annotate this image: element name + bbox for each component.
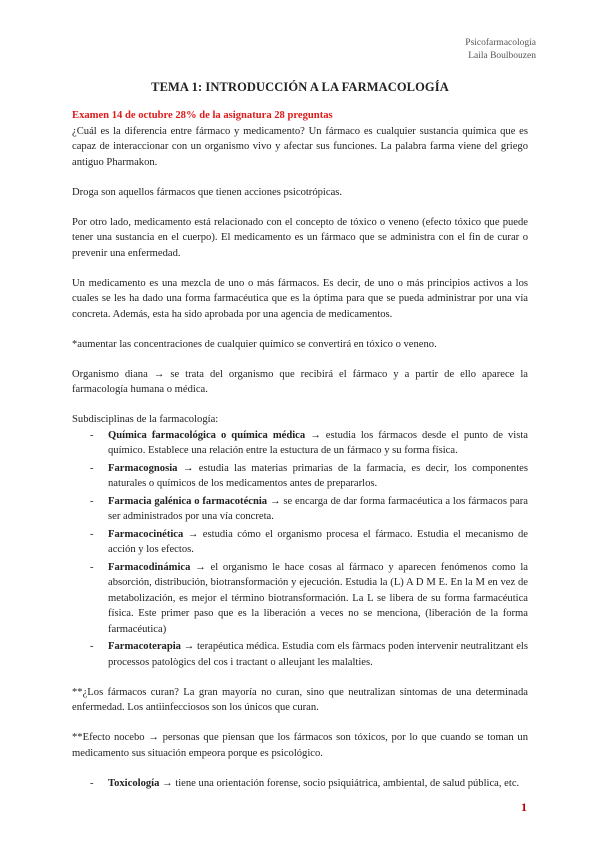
list-item-term: Toxicología [108, 777, 160, 789]
exam-note: Examen 14 de octubre 28% de la asignatura 28 preguntas [72, 110, 333, 121]
page-header [465, 37, 536, 63]
list-item [72, 776, 528, 792]
list-item [72, 494, 528, 525]
list-item-term: Farmacocinética [108, 528, 184, 540]
list-item [72, 461, 528, 492]
list-item-term: Farmacognosia [108, 462, 178, 474]
subdisciplinas-heading: Subdisciplinas de la farmacología: [72, 414, 219, 425]
header-subject: Psicofarmacología [465, 38, 536, 48]
list-item-text: → estudia las materias primarias de la farmacia, es decir, los componentes naturales o químicos de los medicamentos antes de prepararlos. [108, 462, 528, 489]
list-dash: - [90, 429, 94, 441]
toxicologia-list [72, 776, 528, 792]
list-item-text: → estudia los fármacos desde el punto de vista químico. Establece una relación entre la estuctura de un fármaco y su forma física. [108, 429, 529, 456]
list-item-term: Farmacodinámica [108, 561, 191, 573]
list-item [72, 639, 528, 670]
list-item-text: → estudia cómo el organismo procesa el fármaco. Estudia el mecanismo de acción y los efectos. [108, 528, 528, 555]
intro-paragraph [72, 108, 528, 170]
list-dash: - [90, 495, 94, 507]
list-item [72, 560, 528, 638]
page-title: TEMA 1: INTRODUCCIÓN A LA FARMACOLOGÍA [151, 80, 449, 94]
document-body [72, 108, 528, 806]
list-dash: - [90, 777, 94, 789]
list-dash: - [90, 462, 94, 474]
list-item [72, 527, 528, 558]
paragraph-farmaco-medicamento: ¿Cuál es la diferencia entre fármaco y medicamento? Un fármaco es cualquier sustancia química que es capaz de interaccionar con un organismo vivo y afectar sus funciones. La palabra farma viene del griego antiguo Pharmakon. [72, 125, 528, 168]
list-dash: - [90, 528, 94, 540]
list-dash: - [90, 641, 94, 652]
page-number: 1 [521, 800, 527, 814]
subdisciplinas-list [72, 428, 528, 671]
paragraph-medicamento-toxico: Por otro lado, medicamento está relacionado con el concepto de tóxico o veneno (efecto tóxico que puede tener una sustancia en el cuerpo). El medicamento es un fármaco que se administra con el fin de curar o prevenir una enfermedad. [72, 216, 528, 259]
list-item-text: → el organismo le hace cosas al fármaco y aparecen fenómenos como la absorción, distribución, biotransformación y ejecución. Estudia la (L) A D M E. En la M en vez de metabolización, es mejor el término biotransformación. La L se libera de su forma farmacéutica física. Este primer paso que es la liberación a veces no se menciona, (liberación de la forma farmacéutica) [108, 561, 528, 635]
list-item-term: Farmacia galénica o farmacotécnia [108, 495, 268, 507]
header-author: Laila Boulbouzen [468, 51, 536, 61]
list-item-text: → se encarga de dar forma farmacéutica a los fármacos para ser administrados por una vía concreta. [108, 495, 529, 522]
paragraph-droga: Droga son aquellos fármacos que tienen acciones psicotrópicas. [72, 186, 343, 198]
list-item-term: Farmacoterapia [108, 641, 181, 652]
paragraph-farmacos-curan: **¿Los fármacos curan? La gran mayoría no curan, sino que neutralizan síntomas de una determinada enfermedad. Los antiinfecciosos son los únicos que curan. [72, 686, 528, 713]
list-item [72, 428, 528, 459]
list-item-text: → terapéutica médica. Estudia com els fàrmacs poden intervenir neutralitzant els processos patològics del cos i tractant o alleujant les malalties. [108, 641, 528, 668]
paragraph-concentraciones-note: *aumentar las concentraciones de cualquier químico se convertirá en tóxico o veneno. [72, 338, 437, 350]
list-item-text: → tiene una orientación forense, socio psiquiátrica, ambiental, de salud pública, etc. [159, 777, 520, 789]
list-item-term: Química farmacológica o química médica [108, 429, 306, 441]
paragraph-mezcla-farmacos: Un medicamento es una mezcla de uno o más fármacos. Es decir, de uno o más principios activos a los cuales se les ha dado una forma farmacéutica que es la óptima para que se pueda administrar por una vía concreta. Además, esta ha sido aprobada por una agencia de medicamentos. [72, 277, 528, 320]
list-dash: - [90, 561, 94, 573]
paragraph-organismo-diana: Organismo diana → se trata del organismo que recibirá el fármaco y a partir de ello aparece la farmacología humana o médica. [72, 368, 528, 395]
paragraph-efecto-nocebo: **Efecto nocebo → personas que piensan que los fármacos son tóxicos, por lo que cuando se toman un medicamento sus situación empeora porque es psicológico. [72, 732, 528, 759]
